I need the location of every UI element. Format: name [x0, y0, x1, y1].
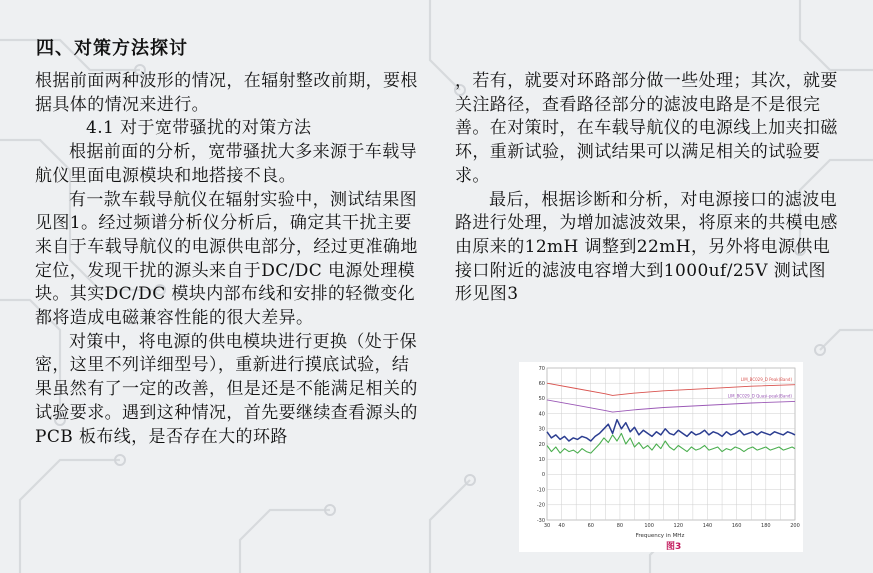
x-tick-label: 40	[558, 523, 565, 529]
y-tick-label: 0	[541, 472, 545, 479]
subsection-title: 4.1 对于宽带骚扰的对策方法	[86, 118, 312, 139]
x-tick-label: 120	[673, 523, 684, 529]
y-tick-label: 40	[538, 411, 545, 418]
x-axis-label: Frequency in MHz	[635, 533, 685, 539]
y-tick-label: 60	[538, 381, 545, 387]
right-column	[455, 70, 839, 307]
x-tick-label: 140	[702, 523, 713, 529]
paragraph-continuation: ，若有，就要对环路部分做一些处理；其次，就要关注路径，查看路径部分的滤波电路是不是很完善。在对策时，在车载导航仪的电源线上加夹扣磁环，重新试验，测试结果可以满足相关的试验要求。	[455, 71, 838, 186]
y-tick-label: 10	[538, 457, 545, 463]
x-tick-label: 180	[761, 523, 771, 529]
legend-entry: LIM_BC029_D Quasi-peak(Band)	[727, 393, 792, 399]
legend-entry: LIM_BC029_D Peak(Band)	[740, 376, 792, 382]
emission-chart	[519, 362, 803, 552]
x-tick-label: 100	[644, 523, 654, 529]
y-tick-label: 50	[538, 396, 545, 403]
paragraph-final: 最后，根据诊断和分析，对电源接口的滤波电路进行处理，为增加滤波效果，将原来的共模电感由原来的12mH 调整到22mH，另外将电源供电接口附近的滤波电容增大到1000uf/25V 测试图形见图3	[455, 189, 838, 305]
x-tick-label: 60	[587, 523, 594, 529]
y-tick-label: 30	[538, 426, 545, 433]
y-tick-label: 20	[538, 441, 545, 448]
y-tick-label: -30	[536, 517, 545, 524]
x-tick-label: 200	[790, 523, 800, 529]
paragraph-intro: 根据前面两种波形的情况，在辐射整改前期，要根据具体的情况来进行。	[35, 71, 418, 115]
y-tick-label: -20	[536, 502, 545, 509]
paragraph-case: 有一款车载导航仪在辐射实验中，测试结果图见图1。经过频谱分析仪分析后，确定其干扰主要来自于车载导航仪的电源供电部分，经过更准确地定位，发现干扰的源头来自于DC/DC 电源处理模块。其实DC/DC 模块内部布线和安排的轻微变化都将造成电磁兼容性能的很大差异。	[35, 189, 418, 329]
paragraph-countermeasure: 对策中，将电源的供电模块进行更换（处于保密，这里不列详细型号），重新进行摸底试验，结果虽然有了一定的改善，但是还是不能满足相关的试验要求。遇到这种情况，首先要继续查看源头的PCB 板布线，是否存在大的环路	[35, 331, 418, 447]
x-tick-label: 80	[616, 523, 624, 529]
y-tick-label: 70	[538, 365, 545, 372]
x-tick-label: 160	[731, 523, 742, 529]
left-column	[35, 70, 420, 449]
figure-3	[519, 362, 803, 552]
y-tick-label: -10	[536, 487, 545, 494]
section-heading: 四、对策方法探讨	[36, 38, 188, 59]
figure-caption: 图3	[666, 542, 682, 552]
paragraph-analysis: 根据前面的分析，宽带骚扰大多来源于车载导航仪里面电源模块和地搭接不良。	[35, 142, 417, 186]
x-tick-label: 30	[543, 523, 551, 529]
